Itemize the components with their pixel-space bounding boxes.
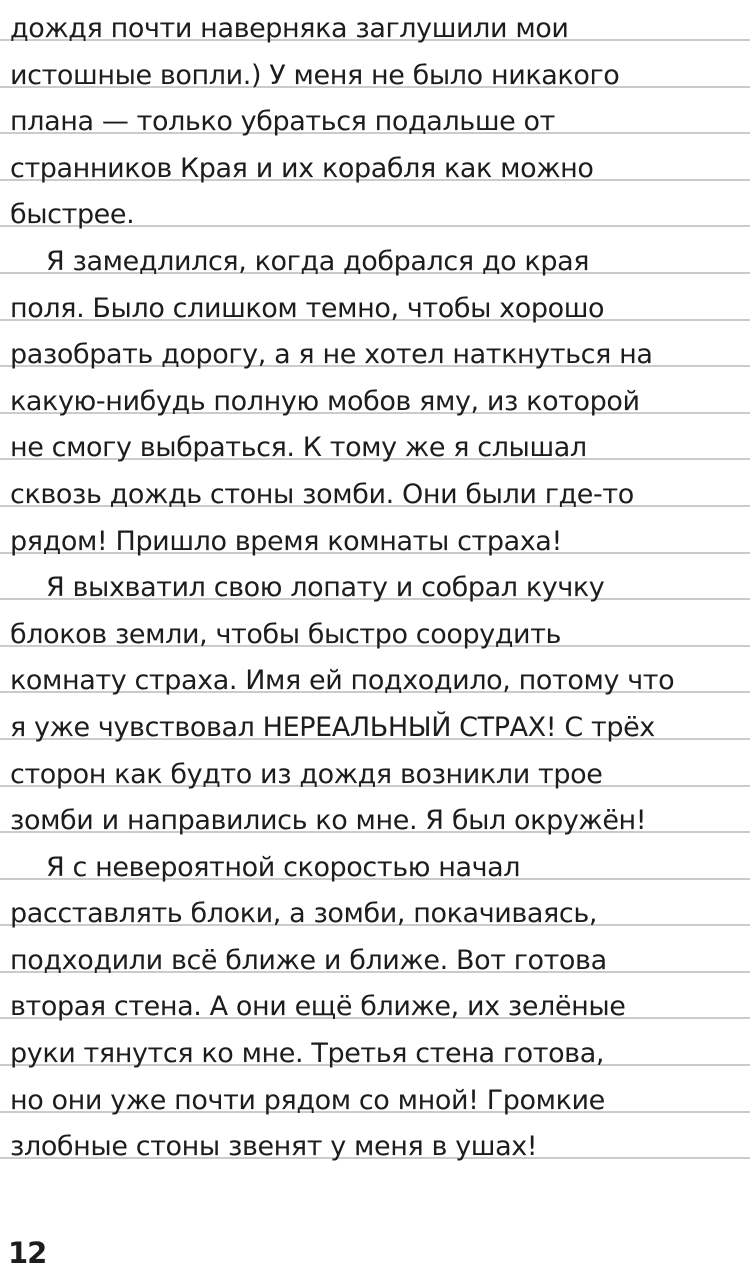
text-line-content: комнату страха. Имя ей подходило, потому что (10, 665, 675, 697)
text-line (0, 274, 750, 324)
text-line (0, 880, 750, 930)
text-line-content: вторая стена. А они ещё ближе, их зелёные (10, 991, 626, 1023)
text-line (0, 0, 750, 44)
text-line-content: разобрать дорогу, а я не хотел наткнуться на (10, 339, 653, 371)
text-line (0, 833, 750, 883)
text-line (0, 554, 750, 604)
text-line (0, 1113, 750, 1163)
text-line (0, 740, 750, 790)
text-line (0, 1019, 750, 1070)
text-line (0, 88, 750, 138)
text-line-content: быстрее. (10, 199, 135, 231)
text-line-content: не смогу выбраться. К тому же я слышал (10, 432, 587, 464)
text-line-content: Я с невероятной скоростью начал (46, 851, 521, 883)
text-line-content: странников Края и их корабля как можно (10, 152, 594, 184)
text-line-content: Я выхватил свою лопату и собрал кучку (46, 572, 605, 604)
text-line (0, 227, 750, 277)
text-line (0, 134, 750, 184)
text-line (0, 647, 750, 697)
text-line (0, 787, 750, 837)
text-line-content: зомби и направились ко мне. Я был окружён! (10, 805, 647, 837)
text-line-content: руки тянутся ко мне. Третья стена готова, (10, 1038, 605, 1070)
text-line (0, 460, 750, 510)
text-line-content: расставлять блоки, а зомби, покачиваясь, (10, 898, 598, 930)
text-line-content: рядом! Пришло время комнаты страха! (10, 525, 562, 557)
text-line-content: злобные стоны звенят у меня в ушах! (10, 1131, 538, 1163)
text-line (0, 414, 750, 464)
text-line (0, 693, 750, 743)
text-line-content: какую-нибудь полную мобов яму, из которой (10, 385, 640, 417)
text-line-content: поля. Было слишком темно, чтобы хорошо (10, 292, 605, 324)
text-line-content: плана — только убраться подальше от (10, 106, 555, 138)
page-number: 12 (8, 1236, 47, 1270)
text-line (0, 181, 750, 231)
text-line-content: Я замедлился, когда добрался до края (46, 245, 590, 277)
text-line-content: блоков земли, чтобы быстро соорудить (10, 618, 562, 650)
text-line-content: но они уже почти рядом со мной! Громкие (10, 1084, 605, 1116)
text-line (0, 600, 750, 650)
text-line-content: подходили всё ближе и ближе. Вот готова (10, 944, 607, 976)
text-line (0, 367, 750, 417)
text-line (0, 1066, 750, 1116)
text-line-content: дождя почти наверняка заглушили мои (10, 13, 569, 44)
text-line (0, 507, 750, 557)
text-line (0, 926, 750, 976)
text-line-content: истошные вопли.) У меня не было никакого (10, 59, 620, 91)
text-line-content: сторон как будто из дождя возникли трое (10, 758, 603, 790)
text-line-content: сквозь дождь стоны зомби. Они были где-то (10, 478, 634, 510)
text-line (0, 973, 750, 1023)
text-line (0, 321, 750, 371)
text-line-content: я уже чувствовал НЕРЕАЛЬНЫЙ СТРАХ! С трёх (10, 711, 655, 743)
text-line (0, 41, 750, 91)
